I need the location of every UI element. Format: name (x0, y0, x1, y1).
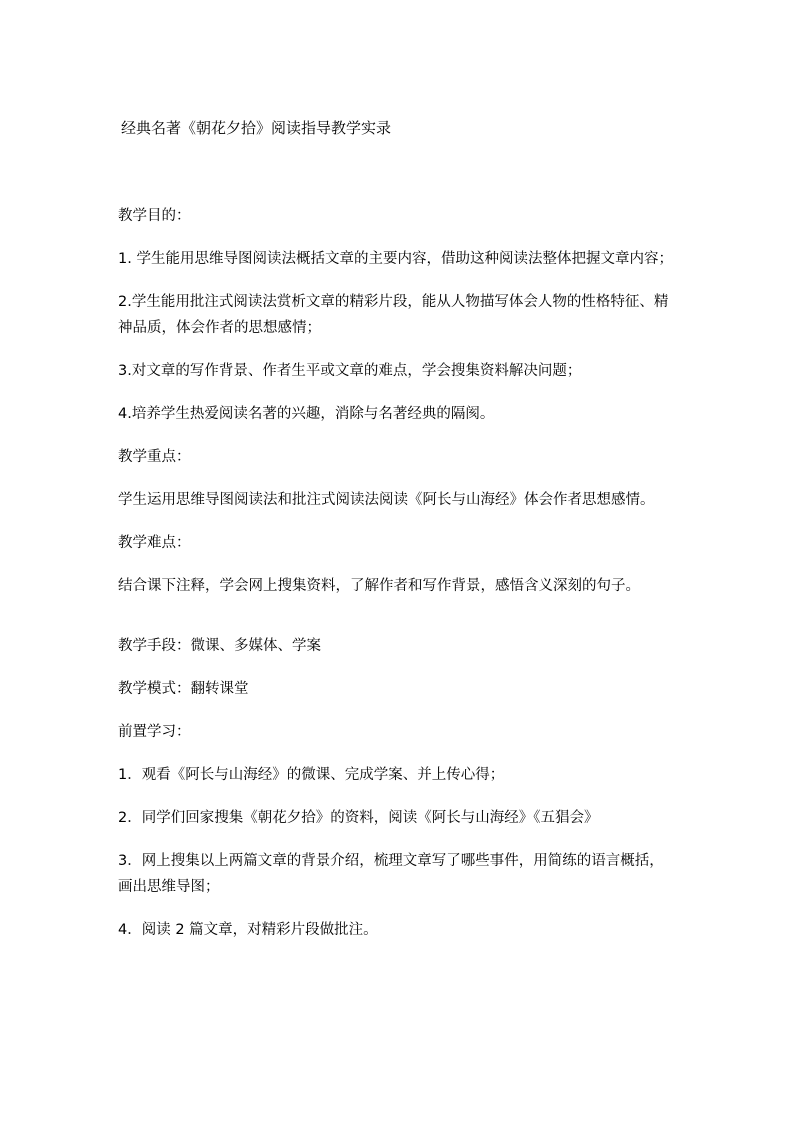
objective-item-2: 2.学生能用批注式阅读法赏析文章的精彩片段，能从人物描写体会人物的性格特征、精神品质，体会作者的思想感情； (118, 294, 669, 336)
teaching-means: 教学手段：微课、多媒体、学案 (118, 638, 321, 654)
objective-item-1: 1. 学生能用思维导图阅读法概括文章的主要内容，借助这种阅读法整体把握文章内容； (118, 251, 673, 267)
difficulties-heading: 教学难点： (118, 535, 191, 551)
difficulties-text: 结合课下注释，学会网上搜集资料，了解作者和写作背景，感悟含义深刻的句子。 (118, 578, 640, 594)
objective-item-4: 4.培养学生热爱阅读名著的兴趣，消除与名著经典的隔阂。 (118, 406, 495, 422)
pre-study-item-2: 2．同学们回家搜集《朝花夕拾》的资料，阅读《阿长与山海经》《五猖会》 (118, 810, 599, 826)
key-points-text: 学生运用思维导图阅读法和批注式阅读法阅读《阿长与山海经》体会作者思想感情。 (118, 492, 655, 508)
objective-item-3: 3.对文章的写作背景、作者生平或文章的难点，学会搜集资料解决问题； (118, 363, 582, 379)
document-title: 经典名著《朝花夕拾》阅读指导教学实录 (121, 119, 392, 137)
pre-study-item-1: 1．观看《阿长与山海经》的微课、完成学案、并上传心得； (118, 767, 505, 783)
objectives-heading: 教学目的： (118, 208, 191, 224)
key-points-heading: 教学重点： (118, 449, 191, 465)
pre-study-item-3: 3．网上搜集以上两篇文章的背景介绍，梳理文章写了哪些事件，用简练的语言概括，画出思维导图； (118, 853, 664, 895)
teaching-mode: 教学模式：翻转课堂 (118, 681, 249, 697)
pre-study-heading: 前置学习： (118, 724, 191, 740)
document-body (118, 203, 678, 943)
pre-study-item-4: 4．阅读 2 篇文章，对精彩片段做批注。 (118, 922, 378, 938)
